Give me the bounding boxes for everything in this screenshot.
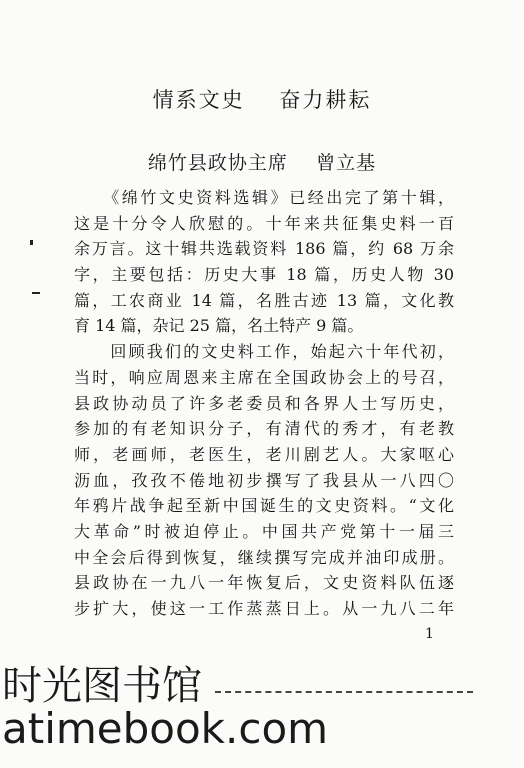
text-line: 中全会后得到恢复，继续撰写完成并油印成册。 [74,547,454,567]
text-line: 大革命”时被迫停止。中国共产党第十一届三 [74,521,454,541]
page-number: 1 [425,626,434,642]
text-line: 年鸦片战争起至新中国诞生的文史资料。“文化 [74,496,454,516]
text-line: 这是十分令人欣慰的。十年来共征集史料一百 [74,213,454,233]
text-line: 篇，工农商业 14 篇，名胜古迹 13 篇，文化教 [74,290,454,310]
text-line: 参加的有老知识分子，有清代的秀才，有老教 [74,419,454,439]
text-line: 县政协在一九八一年恢复后，文史资料队伍逐 [74,573,454,593]
text-line: 回顾我们的文史料工作，始起六十年代初， [74,342,454,362]
scan-edge-rule [215,691,473,693]
scan-mark [30,240,33,245]
text-line: 师，老画师，老医生，老川剧艺人。大家呕心 [74,444,454,464]
article-body [74,185,454,622]
watermark-chinese: 时光图书馆 [2,663,202,709]
watermark-url: atimebook.com [2,704,329,753]
article-title: 情系文史 奋力耕耘 [152,88,372,112]
text-line: 育 14 篇，杂记 25 篇，名土特产 9 篇。 [74,316,364,336]
text-line: 步扩大，使这一工作蒸蒸日上。从一九八二年 [74,599,454,618]
author-line: 绵竹县政协主席 曾立基 [147,152,377,174]
text-line: 余万言。这十辑共选载资料 186 篇，约 68 万余 [74,239,454,259]
text-line: 沥血，孜孜不倦地初步撰写了我县从一八四〇 [74,470,454,490]
scan-mark [32,292,40,294]
text-line: 字，主要包括：历史大事 18 篇，历史人物 30 [74,265,454,285]
text-line: 《绵竹文史资料选辑》已经出完了第十辑， [74,188,454,207]
text-line: 县政协动员了许多老委员和各界人士写历史， [74,393,454,413]
text-line: 当时，响应周恩来主席在全国政协会上的号召， [74,367,454,387]
